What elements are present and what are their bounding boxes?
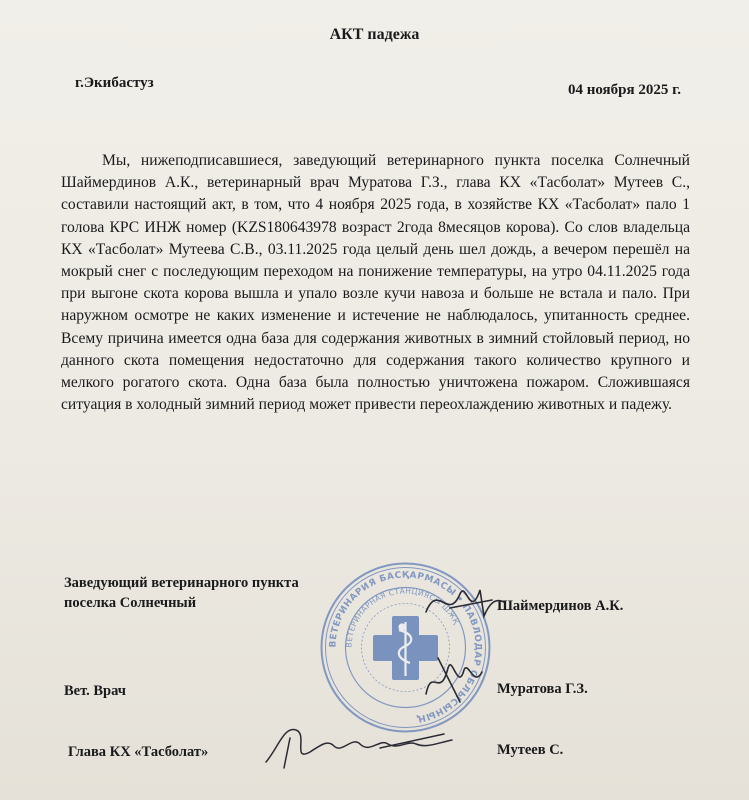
stamp-outer-text: ВЕТЕРИНАРИЯ БАСҚАРМАСЫ • ПАВЛОДАР ОБЛЫСЫНЫҢ <box>328 570 483 724</box>
city-name: г.Экибастуз <box>75 75 154 91</box>
signer-name-muteev: Мутеев С. <box>497 742 564 758</box>
signer-name-muratova: Муратова Г.З. <box>497 681 588 697</box>
document-date: 04 ноября 2025 г. <box>567 82 681 98</box>
stamp-inner-text: ВЕТЕРИНАРНАЯ СТАНЦИЯСЫ ШЖҚ <box>344 586 462 648</box>
signer-name-shaimerdinov: Шаймердинов А.К. <box>497 598 624 614</box>
official-stamp <box>318 560 493 735</box>
document-title: АКТ падежа <box>329 26 420 43</box>
signer-role-vet-doctor: Вет. Врач <box>64 683 126 699</box>
signer-role-head-vet-point: Заведующий ветеринарного пункта поселка Солнечный <box>64 575 299 611</box>
act-body-text: Мы, нижеподписавшиеся, заведующий ветеринарного пункта поселка Солнечный Шаймердинов А.К., ветеринарный врач Муратова Г.З., глава КХ «Тасболат» Мутеев С., составили настоящий акт, в том, что 4 ноября 2025 года, в хозяйстве КХ «Тасболат» пало 1 голова КРС ИНЖ номер (KZS180643978 возраст 2года 8месяцов корова). Со слов владельца КХ «Тасболат» Мутеева С.В., 03.11.2025 года целый день шел дождь, а вечером перешёл на мокрый снег с последующим переходом на понижение температуры, на утро 04.11.2025 года при выгоне скота корова вышла и упало возле кучи навоза и больше не встала и пало. При наружном осмотре не каких изменение и истечение не наблюдалось, упитанность среднее. Всему причина имеется одна база для содержания животных в зимний стойловый период, но данного скота помещения недостаточно для содержания такого количество крупного и мелкого рогатого скота. Одна база была полностью уничтожена пожаром. Сложившаяся ситуация в холодный зимний период может привести переохлаждению животных и падежу. <box>61 152 690 414</box>
signer-role-farm-head: Глава КХ «Тасболат» <box>68 744 209 760</box>
